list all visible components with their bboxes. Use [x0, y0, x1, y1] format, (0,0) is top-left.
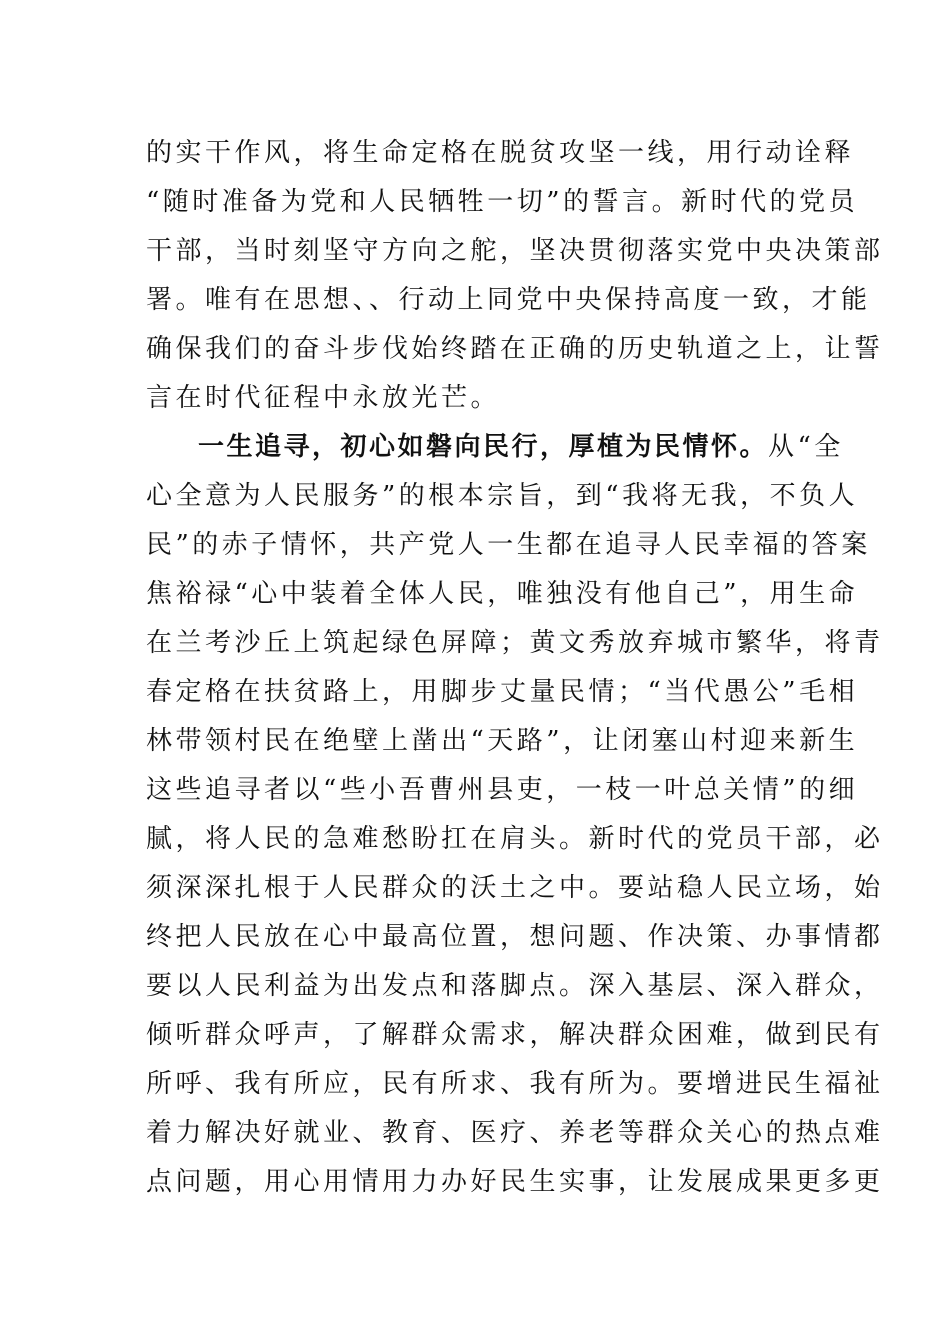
- text-line: 着力解决好就业、教育、医疗、养老等群众关心的热点难: [146, 1118, 884, 1148]
- text-line: 倾听群众呼声，了解群众需求，解决群众困难，做到民有: [146, 1020, 884, 1050]
- text-line: 春定格在扶贫路上，用脚步丈量民情；“当代愚公”毛相: [146, 677, 859, 707]
- text-span: 从“全: [768, 432, 844, 462]
- text-line: “随时准备为党和人民牺牲一切”的誓言。新时代的党员: [146, 187, 859, 217]
- text-line: 在兰考沙丘上筑起绿色屏障；黄文秀放弃城市繁华，将青: [146, 628, 884, 658]
- paragraph-heading: 一生追寻，初心如磐向民行，厚植为民情怀。: [198, 432, 769, 462]
- text-line: 林带领村民在绝壁上凿出“天路”，让闭塞山村迎来新生: [146, 726, 859, 756]
- text-line: 终把人民放在心中最高位置，想问题、作决策、办事情都: [146, 922, 884, 952]
- text-line: 焦裕禄“心中装着全体人民，唯独没有他自己”，用生命: [146, 579, 859, 609]
- text-line: 民”的赤子情怀，共产党人一生都在追寻人民幸福的答案: [146, 530, 871, 560]
- text-line: 须深深扎根于人民群众的沃土之中。要站稳人民立场，始: [146, 873, 884, 903]
- text-line: 确保我们的奋斗步伐始终踏在正确的历史轨道之上，让誓: [146, 334, 884, 364]
- text-line: 干部，当时刻坚守方向之舵，坚决贯彻落实党中央决策部: [146, 236, 884, 266]
- text-line: 要以人民利益为出发点和落脚点。深入基层、深入群众，: [146, 971, 884, 1001]
- text-line: 言在时代征程中永放光芒。: [146, 383, 501, 413]
- text-line: 署。唯有在思想、、行动上同党中央保持高度一致，才能: [146, 285, 871, 315]
- text-line: 心全意为人民服务”的根本宗旨，到“我将无我，不负人: [146, 481, 859, 511]
- text-line: 的实干作风，将生命定格在脱贫攻坚一线，用行动诠释: [146, 138, 855, 168]
- text-line: 腻，将人民的急难愁盼扛在肩头。新时代的党员干部，必: [146, 824, 884, 854]
- text-line: 点问题，用心用情用力办好民生实事，让发展成果更多更: [146, 1167, 884, 1197]
- text-line: 这些追寻者以“些小吾曹州县吏，一枝一叶总关情”的细: [146, 775, 859, 805]
- text-line: 所呼、我有所应，民有所求、我有所为。要增进民生福祉: [146, 1069, 884, 1099]
- paragraph-first-line: [198, 430, 844, 464]
